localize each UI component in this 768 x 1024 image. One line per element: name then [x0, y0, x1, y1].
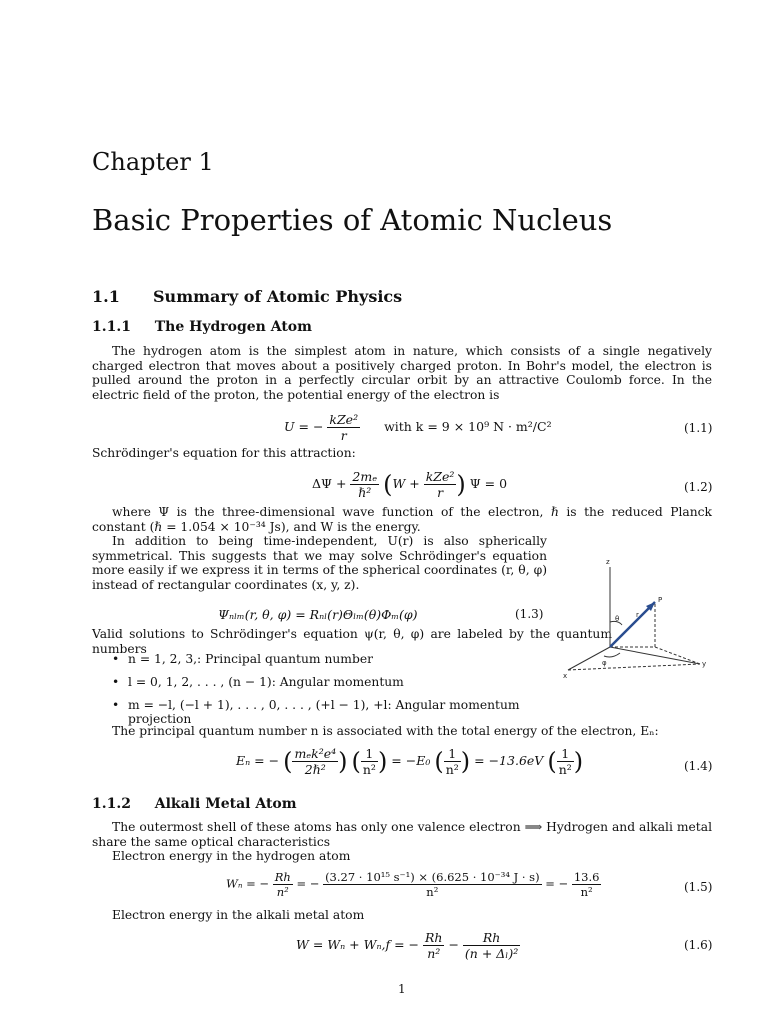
equation-1-6 — [296, 930, 520, 961]
frac-den: n² — [445, 762, 459, 777]
eq-text: Wₙ = − — [226, 876, 270, 891]
paragraph-text: In addition to being time-independent, U(r) is also spherically symmetrical. This suggests that we may solve Schrödinger's equation more easily if we express it in terms of the spherical coordinates (r, θ, φ) instead of rectangular coordinates (x, y, z). — [92, 534, 547, 592]
eq-text: = − — [296, 876, 320, 891]
frac-num: Rh — [425, 930, 443, 945]
frac-den: ℏ² — [358, 485, 372, 500]
paragraph-wavefunction — [92, 505, 712, 534]
theta-label: θ — [615, 615, 620, 623]
eq-text: W = Wₙ + Wₙ,f = − — [296, 937, 420, 952]
paren: ) — [573, 747, 584, 776]
paren: ( — [547, 747, 557, 776]
paragraph-quantum-numbers: Valid solutions to Schrödinger's equation ψ(r, θ, φ) are labeled by the quantum numbers — [92, 627, 612, 656]
paragraph-text: The principal quantum number n is associated with the total energy of the electron, Eₙ: — [112, 724, 659, 738]
frac-den: r — [437, 485, 444, 500]
eq-fraction — [557, 746, 574, 777]
r-label: r — [636, 611, 639, 619]
equation-number: (1.1) — [684, 421, 713, 435]
list-item: • l = 0, 1, 2, . . . , (n − 1): Angular momentum — [110, 675, 570, 698]
frac-den: n² — [558, 762, 572, 777]
paragraph-hydrogen-energy — [92, 849, 712, 864]
y-axis — [610, 647, 700, 664]
eq-fraction — [424, 469, 457, 500]
frac-den: n² — [276, 885, 289, 899]
equation-number: (1.6) — [684, 938, 713, 952]
equation-1-4 — [236, 746, 583, 777]
chapter-label: Chapter 1 — [92, 148, 214, 176]
equation-1-1 — [284, 412, 552, 443]
paragraph-alkali-energy — [92, 908, 712, 923]
eq-text: W + — [392, 476, 420, 491]
list-item: • m = −l, (−l + 1), . . . , 0, . . . , (+l − 1), +l: Angular momentum projection — [110, 698, 570, 721]
eq-fraction — [350, 469, 379, 500]
eq-text: with k = 9 × 10⁹ N · m²/C² — [384, 419, 552, 434]
paragraph-spherical — [92, 534, 547, 592]
paragraph-text: where Ψ is the three-dimensional wave function of the electron, ℏ is the reduced Planck constant (ℏ = 1.054 × 10⁻³⁴ Js), and W is the energy. — [92, 505, 712, 534]
paren: ( — [283, 747, 293, 776]
equation-1-3: Ψₙₗₘ(r, θ, φ) = Rₙₗ(r)Θₗₘ(θ)Φₘ(φ) — [218, 607, 418, 622]
paragraph-schrodinger: Schrödinger's equation for this attraction: — [92, 446, 356, 460]
frac-den: n² — [362, 762, 376, 777]
frac-num: Rh — [274, 870, 291, 884]
paren: ( — [383, 470, 393, 499]
paren: ) — [377, 747, 388, 776]
paren: ) — [460, 747, 471, 776]
equation-1-5 — [226, 870, 601, 899]
paragraph-principal — [92, 724, 712, 739]
subsection-title: The Hydrogen Atom — [154, 319, 312, 335]
eq-fraction — [423, 930, 444, 961]
eq-text: ΔΨ + — [312, 476, 347, 491]
eq-text: = − — [545, 876, 569, 891]
projection-line — [655, 647, 700, 664]
eq-fraction — [361, 746, 378, 777]
eq-fraction — [572, 870, 602, 899]
subsection-number: 1.1.1 — [92, 319, 131, 335]
eq-fraction — [444, 746, 461, 777]
paren: ( — [351, 747, 361, 776]
frac-den: 2ℏ² — [304, 762, 326, 777]
frac-den: n² — [427, 946, 441, 961]
eq-text: U = − — [284, 419, 324, 434]
paragraph-intro — [92, 344, 712, 402]
paragraph-alkali — [92, 820, 712, 849]
projection-line — [568, 664, 700, 670]
frac-num: 13.6 — [573, 870, 600, 884]
frac-num: mₑk²e⁴ — [294, 746, 337, 761]
frac-num: Rh — [463, 930, 520, 946]
frac-num: 2mₑ — [352, 469, 378, 484]
frac-num: 1 — [444, 746, 461, 762]
y-label: y — [702, 660, 707, 668]
frac-den: (n + Δₗ)² — [464, 946, 519, 961]
frac-den: r — [340, 428, 347, 443]
paragraph-text: The hydrogen atom is the simplest atom in nature, which consists of a single negatively charged electron that moves about a positively charged proton. In Bohr's model, the electron is pulled around the proton in a perfectly circular orbit by an attractive Coulomb force. In the electric field of the proton, the potential energy of the electron is — [92, 344, 712, 402]
frac-num: 1 — [557, 746, 574, 762]
eq-fraction — [323, 870, 542, 899]
eq-text: = −13.6eV — [474, 753, 544, 768]
subsection-heading-hydrogen — [92, 319, 312, 335]
phi-arc — [604, 653, 620, 657]
frac-num: kZe² — [329, 412, 359, 427]
equation-1-2 — [312, 469, 507, 500]
z-label: z — [606, 558, 610, 566]
paren: ( — [434, 747, 444, 776]
spherical-coordinates-figure — [560, 552, 710, 682]
phi-label: φ — [602, 659, 607, 667]
frac-num: 1 — [361, 746, 378, 762]
eq-text: = −E₀ — [391, 753, 431, 768]
section-number: 1.1 — [92, 287, 120, 306]
position-vector — [610, 602, 655, 647]
eq-fraction — [463, 930, 520, 961]
x-label: x — [563, 672, 568, 680]
section-heading — [92, 287, 402, 306]
subsection-number: 1.1.2 — [92, 796, 131, 812]
quantum-number-list — [110, 652, 570, 726]
paragraph-text: Electron energy in the hydrogen atom — [112, 849, 351, 863]
frac-num: kZe² — [425, 469, 455, 484]
frac-den: n² — [426, 885, 439, 899]
eq-text: Eₙ = − — [236, 753, 280, 768]
equation-number: (1.3) — [515, 607, 544, 621]
page-title: Basic Properties of Atomic Nucleus — [92, 203, 613, 237]
eq-fraction — [327, 412, 360, 443]
frac-den: n² — [580, 885, 593, 899]
equation-number: (1.2) — [684, 480, 713, 494]
eq-text: Ψ = 0 — [469, 476, 508, 491]
section-title: Summary of Atomic Physics — [153, 287, 403, 306]
equation-number: (1.4) — [684, 759, 713, 773]
paren: ) — [456, 470, 466, 499]
p-label: P — [658, 596, 663, 604]
paragraph-text: The outermost shell of these atoms has only one valence electron ⟹ Hydrogen and alkali metal share the same optical characteristics — [92, 820, 712, 849]
subsection-title: Alkali Metal Atom — [154, 796, 297, 812]
equation-number: (1.5) — [684, 880, 713, 894]
eq-fraction — [292, 746, 338, 777]
list-item: • n = 1, 2, 3,: Principal quantum number — [110, 652, 570, 675]
paren: ) — [338, 747, 348, 776]
subsection-heading-alkali — [92, 796, 297, 812]
frac-num: (3.27 · 10¹⁵ s⁻¹) × (6.625 · 10⁻³⁴ J · s) — [325, 870, 540, 884]
paragraph-text: Electron energy in the alkali metal atom — [112, 908, 365, 922]
eq-fraction — [273, 870, 293, 899]
page-number: 1 — [398, 982, 406, 996]
eq-text: − — [448, 937, 459, 952]
